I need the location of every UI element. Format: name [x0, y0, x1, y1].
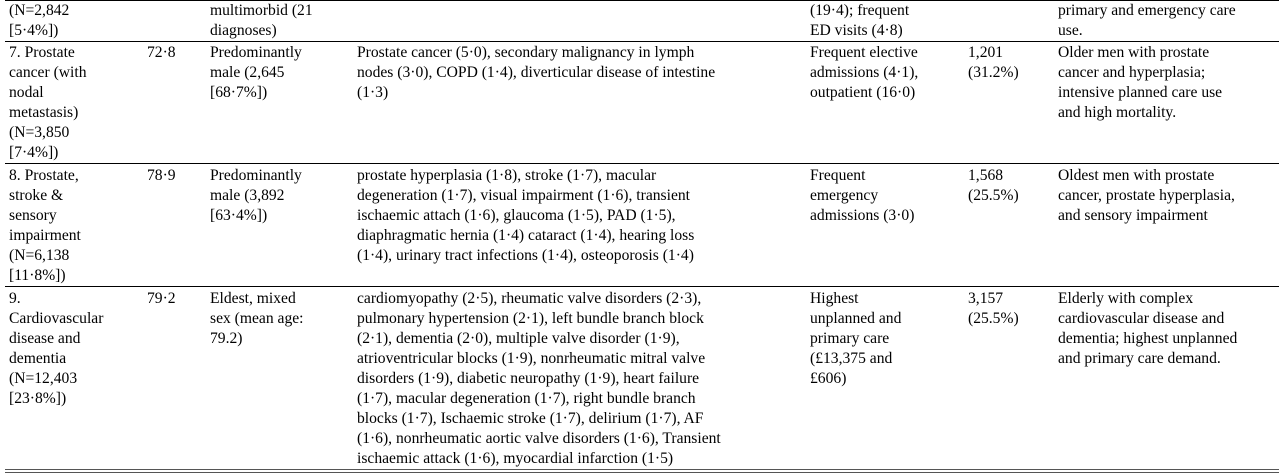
utilisation-text: Highest unplanned and primary care (£13,375 and £606)	[810, 290, 902, 387]
cluster-text: 7. Prostate cancer (with nodal metastasis) (N=3,850 [7·4%])	[9, 44, 87, 161]
cluster-cell	[5, 164, 143, 287]
sex-text: multimorbid (21 diagnoses)	[210, 2, 313, 39]
cluster-cell	[5, 1, 143, 42]
age-cell	[143, 164, 206, 287]
summary-cell	[1054, 164, 1279, 287]
cluster-cell	[5, 287, 143, 472]
sex-text: Predominantly male (2,645 [68·7%])	[210, 44, 302, 101]
summary-cell	[1054, 287, 1279, 472]
deaths-cell	[964, 287, 1054, 472]
utilisation-cell	[806, 42, 964, 164]
summary-cell	[1054, 1, 1279, 42]
sex-text: Eldest, mixed sex (mean age: 79.2)	[210, 290, 304, 347]
summary-text: Older men with prostate cancer and hyperplasia; intensive planned care use and high mortality.	[1058, 44, 1223, 121]
conditions-cell	[353, 1, 806, 42]
age-cell	[143, 42, 206, 164]
deaths-cell	[964, 164, 1054, 287]
age-text: 72·8	[147, 44, 176, 61]
cluster-text: 9. Cardiovascular disease and dementia (N=12,403 [23·8%])	[9, 290, 104, 407]
summary-text: primary and emergency care use.	[1058, 2, 1236, 39]
age-cell	[143, 1, 206, 42]
table-row	[5, 164, 1279, 287]
deaths-text: 1,201 (31.2%)	[968, 44, 1019, 81]
sex-cell	[206, 164, 353, 287]
conditions-text: Prostate cancer (5·0), secondary malignancy in lymph nodes (3·0), COPD (1·4), diverticular disease of intestine (1·3)	[357, 44, 716, 101]
utilisation-cell	[806, 1, 964, 42]
utilisation-text: Frequent elective admissions (4·1), outpatient (16·0)	[810, 44, 919, 101]
summary-text: Oldest men with prostate cancer, prostate hyperplasia, and sensory impairment	[1058, 167, 1235, 224]
conditions-text: cardiomyopathy (2·5), rheumatic valve disorders (2·3), pulmonary hypertension (2·1), left bundle branch block (2·1), dementia (2·0), multiple valve disorder (1·9), atrioventricular blocks (1·9), nonrheumatic mitral valve disorders (1·9), diabetic neuropathy (1·9), heart failure (1·7), macular degeneration (1·7), right bundle branch blocks (1·7), Ischaemic stroke (1·7), delirium (1·7), AF (1·6), nonrheumatic aortic valve disorders (1·6), Transient ischaemic attack (1·6), myocardial infarction (1·5)	[357, 290, 721, 467]
sex-cell	[206, 1, 353, 42]
sex-text: Predominantly male (3,892 [63·4%])	[210, 167, 302, 224]
table-row	[5, 42, 1279, 164]
deaths-cell	[964, 42, 1054, 164]
table-row	[5, 1, 1279, 42]
cluster-table	[5, 0, 1279, 473]
table-row	[5, 287, 1279, 472]
sex-cell	[206, 42, 353, 164]
summary-text: Elderly with complex cardiovascular disease and dementia; highest unplanned and primary care demand.	[1058, 290, 1238, 367]
conditions-text: prostate hyperplasia (1·8), stroke (1·7), macular degeneration (1·7), visual impairment (1·6), transient ischaemic attach (1·6), glaucoma (1·5), PAD (1·5), diaphragmatic hernia (1·4) cataract (1·4), hearing loss (1·4), urinary tract infections (1·4), osteoporosis (1·4)	[357, 167, 695, 264]
deaths-text: 3,157 (25.5%)	[968, 290, 1019, 327]
conditions-cell	[353, 164, 806, 287]
utilisation-text: (19·4); frequent ED visits (4·8)	[810, 2, 910, 39]
age-text: 78·9	[147, 167, 176, 184]
utilisation-text: Frequent emergency admissions (3·0)	[810, 167, 915, 224]
deaths-text: 1,568 (25.5%)	[968, 167, 1019, 204]
deaths-cell	[964, 1, 1054, 42]
conditions-cell	[353, 42, 806, 164]
sex-cell	[206, 287, 353, 472]
age-text: 79·2	[147, 290, 176, 307]
utilisation-cell	[806, 164, 964, 287]
conditions-cell	[353, 287, 806, 472]
cluster-cell	[5, 42, 143, 164]
age-cell	[143, 287, 206, 472]
cluster-text: (N=2,842 [5·4%])	[9, 2, 70, 39]
utilisation-cell	[806, 287, 964, 472]
cluster-text: 8. Prostate, stroke & sensory impairment (N=6,138 [11·8%])	[9, 167, 81, 284]
summary-cell	[1054, 42, 1279, 164]
